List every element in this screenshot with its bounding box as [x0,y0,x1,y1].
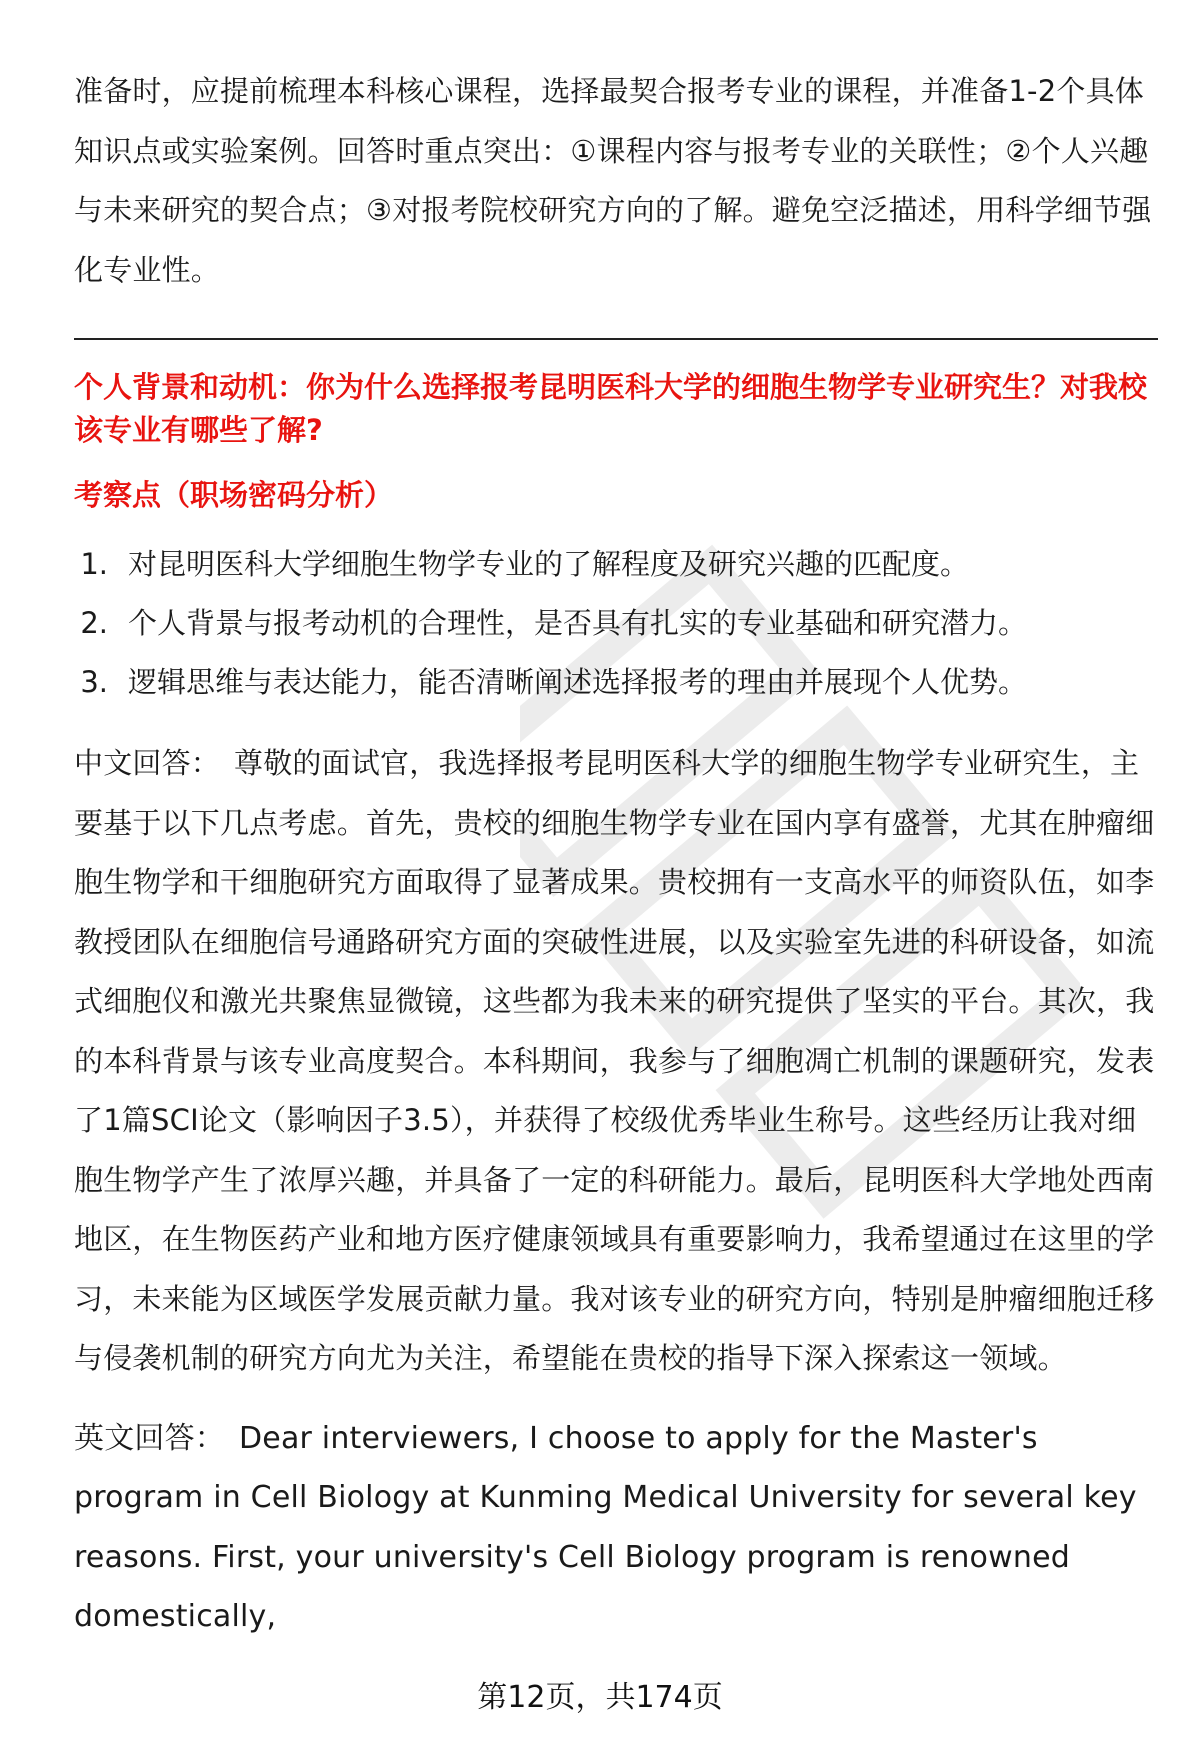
list-item-text: 对昆明医科大学细胞生物学专业的了解程度及研究兴趣的匹配度。 [128,547,970,581]
assessment-heading: 考察点（职场密码分析） [74,478,394,512]
english-answer-text: Dear interviewers, I choose to apply for the Master's program in Cell Biology at Kunming Medical University for several key reasons. First, your university's Cell Biology program is renowned domestically, [74,1420,1137,1634]
list-item-text: 逻辑思维与表达能力，能否清晰阐述选择报考的理由并展现个人优势。 [128,665,1028,699]
page-number-footer: 第12页，共174页 [477,1680,723,1715]
list-item-number: 3. [80,665,108,699]
chinese-answer-label: 中文回答： [74,746,221,780]
intro-paragraph: 准备时，应提前梳理本科核心课程，选择最契合报考专业的课程，并准备1-2个具体知识点或实验案例。回答时重点突出：①课程内容与报考专业的关联性；②个人兴趣与未来研究的契合点；③对报考院校研究方向的了解。避免空泛描述，用科学细节强化专业性。 [74,74,1152,287]
list-item [74,535,1158,594]
english-answer [74,1409,1158,1647]
chinese-answer [74,734,1158,1389]
list-item-number: 1. [80,547,108,581]
list-item-text: 个人背景与报考动机的合理性，是否具有扎实的专业基础和研究潜力。 [128,606,1028,640]
list-item [74,653,1158,712]
question-heading: 个人背景和动机：你为什么选择报考昆明医科大学的细胞生物学专业研究生？对我校该专业有哪些了解? [74,370,1148,447]
chinese-answer-text: 尊敬的面试官，我选择报考昆明医科大学的细胞生物学专业研究生，主要基于以下几点考虑。首先，贵校的细胞生物学专业在国内享有盛誉，尤其在肿瘤细胞生物学和干细胞研究方面取得了显著成果。贵校拥有一支高水平的师资队伍，如李教授团队在细胞信号通路研究方面的突破性进展，以及实验室先进的科研设备，如流式细胞仪和激光共聚焦显微镜，这些都为我未来的研究提供了坚实的平台。其次，我的本科背景与该专业高度契合。本科期间，我参与了细胞凋亡机制的课题研究，发表了1篇SCI论文（影响因子3.5），并获得了校级优秀毕业生称号。这些经历让我对细胞生物学产生了浓厚兴趣，并具备了一定的科研能力。最后，昆明医科大学地处西南地区，在生物医药产业和地方医疗健康领域具有重要影响力，我希望通过在这里的学习，未来能为区域医学发展贡献力量。我对该专业的研究方向，特别是肿瘤细胞迁移与侵袭机制的研究方向尤为关注，希望能在贵校的指导下深入探索这一领域。 [74,746,1155,1375]
assessment-list [74,535,1158,712]
list-item [74,594,1158,653]
document-page [74,62,1158,1647]
english-answer-label: 英文回答： [74,1420,225,1456]
section-divider [74,338,1158,340]
list-item-number: 2. [80,606,108,640]
